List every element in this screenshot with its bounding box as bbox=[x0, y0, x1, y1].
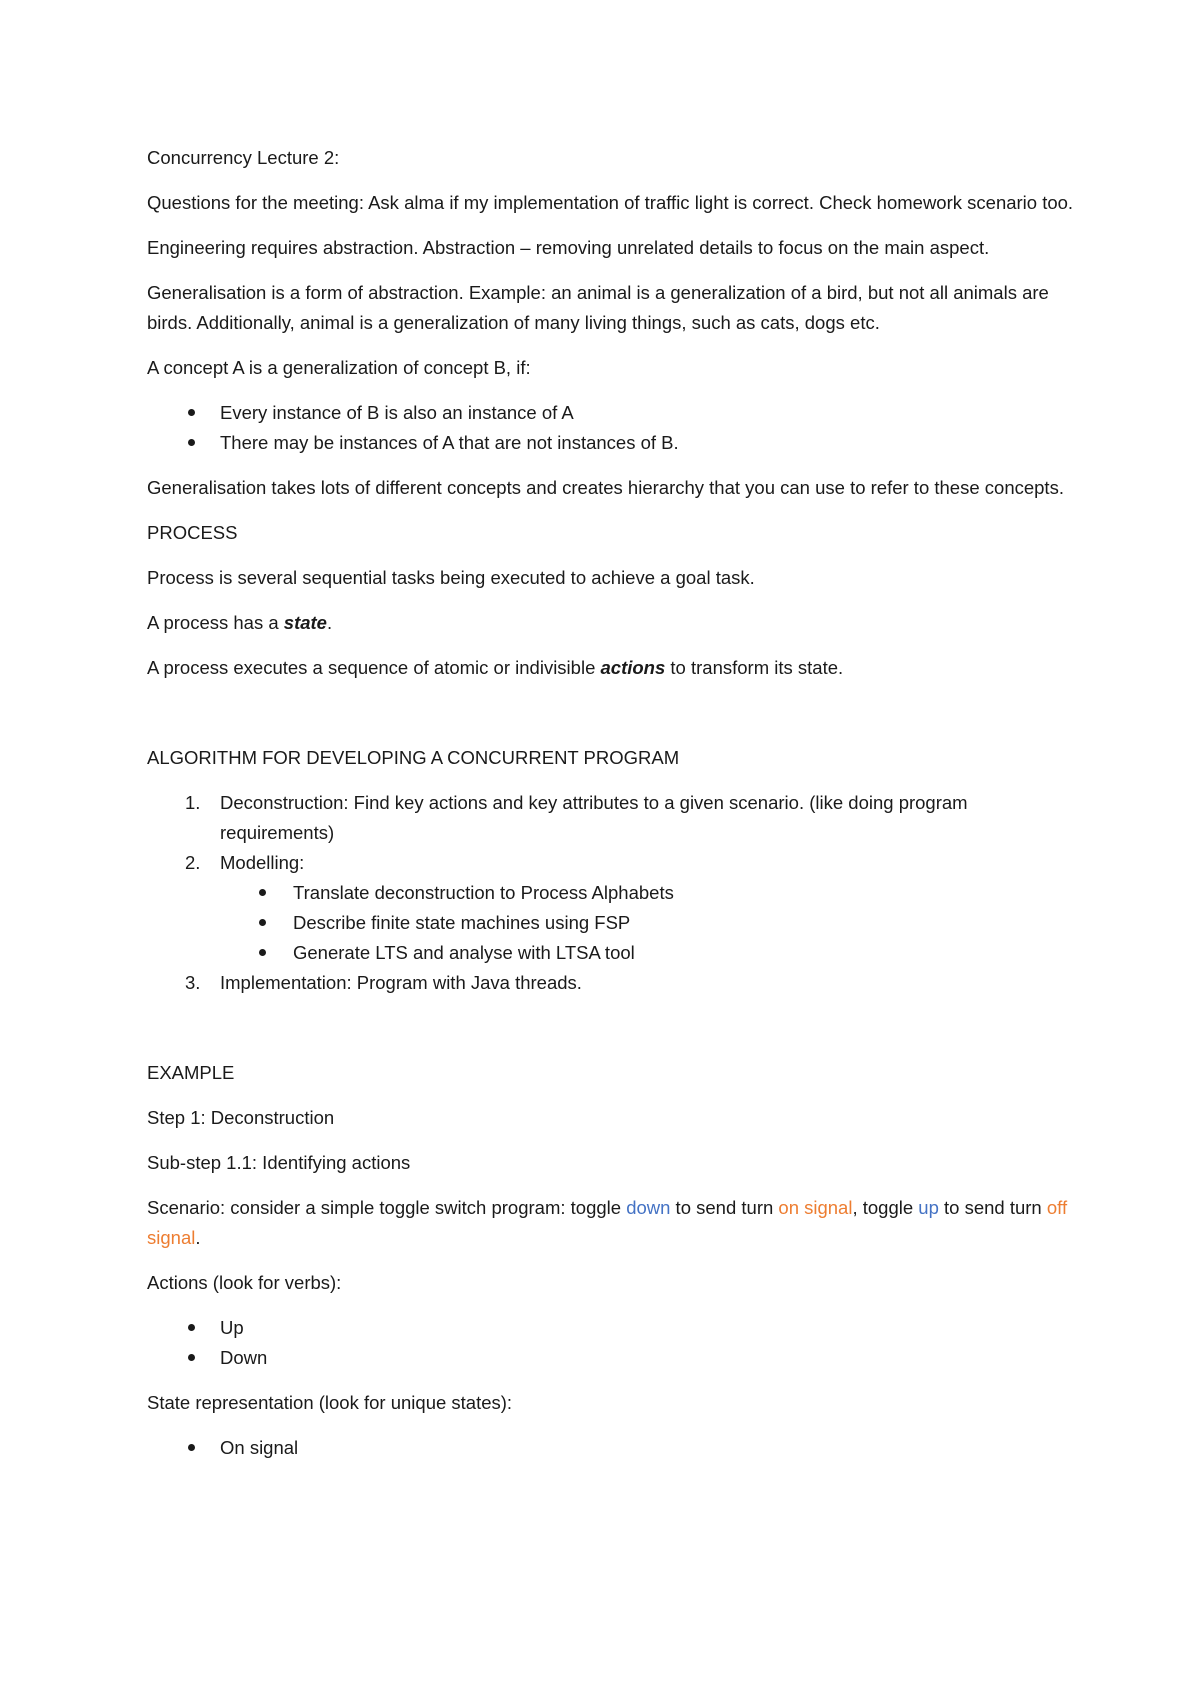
generalisation-hierarchy-paragraph: Generalisation takes lots of different concepts and creates hierarchy that you can use to refer to these concepts. bbox=[147, 477, 1064, 498]
scenario-paragraph: Scenario: consider a simple toggle switch program: toggle down to send turn on signal, toggle up to send turn off signal. bbox=[147, 1197, 1068, 1248]
algorithm-step: 3. Implementation: Program with Java threads. bbox=[185, 972, 582, 993]
emphasis-state: state bbox=[283, 612, 327, 633]
substep-heading: Sub-step 1.1: Identifying actions bbox=[147, 1152, 411, 1173]
algorithm-steps-continued bbox=[147, 968, 1077, 998]
modelling-bullet: Describe finite state machines using FSP bbox=[147, 908, 1077, 938]
state-list bbox=[147, 1433, 1077, 1463]
engineering-paragraph: Engineering requires abstraction. Abstraction – removing unrelated details to focus on the main aspect. bbox=[147, 237, 990, 258]
generalisation-paragraph: Generalisation is a form of abstraction. Example: an animal is a generalization of a bird, but not all animals are birds. Additionally, animal is a generalization of many living things, such as cats, dogs etc. bbox=[147, 282, 1049, 333]
concept-bullet: There may be instances of A that are not instances of B. bbox=[147, 428, 1077, 458]
process-state-line: A process has a state. bbox=[147, 612, 333, 633]
state-item: On signal bbox=[147, 1433, 1077, 1463]
action-item: Down bbox=[147, 1343, 1077, 1373]
document-page bbox=[147, 143, 1077, 1478]
actions-heading: Actions (look for verbs): bbox=[147, 1272, 342, 1293]
keyword-on-signal: on signal bbox=[778, 1197, 853, 1218]
example-heading: EXAMPLE bbox=[147, 1062, 235, 1083]
emphasis-actions: actions bbox=[600, 657, 666, 678]
algorithm-step: 2. Modelling: bbox=[185, 852, 305, 873]
page-title: Concurrency Lecture 2: bbox=[147, 147, 340, 168]
action-item: Up bbox=[147, 1313, 1077, 1343]
modelling-bullet-list bbox=[147, 878, 1077, 968]
meeting-questions: Questions for the meeting: Ask alma if my implementation of traffic light is correct. Check homework scenario too. bbox=[147, 192, 1074, 213]
state-representation-heading: State representation (look for unique states): bbox=[147, 1392, 513, 1413]
algorithm-heading: ALGORITHM FOR DEVELOPING A CONCURRENT PROGRAM bbox=[147, 747, 680, 768]
algorithm-step: 1. Deconstruction: Find key actions and key attributes to a given scenario. (like doing program requirements) bbox=[185, 792, 968, 843]
keyword-down: down bbox=[626, 1197, 671, 1218]
keyword-off-signal: off signal bbox=[147, 1197, 1068, 1248]
process-actions-line: A process executes a sequence of atomic or indivisible actions to transform its state. bbox=[147, 657, 844, 678]
process-heading: PROCESS bbox=[147, 522, 238, 543]
algorithm-steps bbox=[147, 788, 1077, 878]
modelling-bullet: Translate deconstruction to Process Alphabets bbox=[147, 878, 1077, 908]
process-definition: Process is several sequential tasks being executed to achieve a goal task. bbox=[147, 567, 755, 588]
step-1-heading: Step 1: Deconstruction bbox=[147, 1107, 335, 1128]
modelling-bullet: Generate LTS and analyse with LTSA tool bbox=[147, 938, 1077, 968]
actions-list bbox=[147, 1313, 1077, 1373]
concept-intro: A concept A is a generalization of concept B, if: bbox=[147, 357, 531, 378]
concept-bullet: Every instance of B is also an instance of A bbox=[147, 398, 1077, 428]
concept-bullet-list bbox=[147, 398, 1077, 458]
keyword-up: up bbox=[918, 1197, 939, 1218]
